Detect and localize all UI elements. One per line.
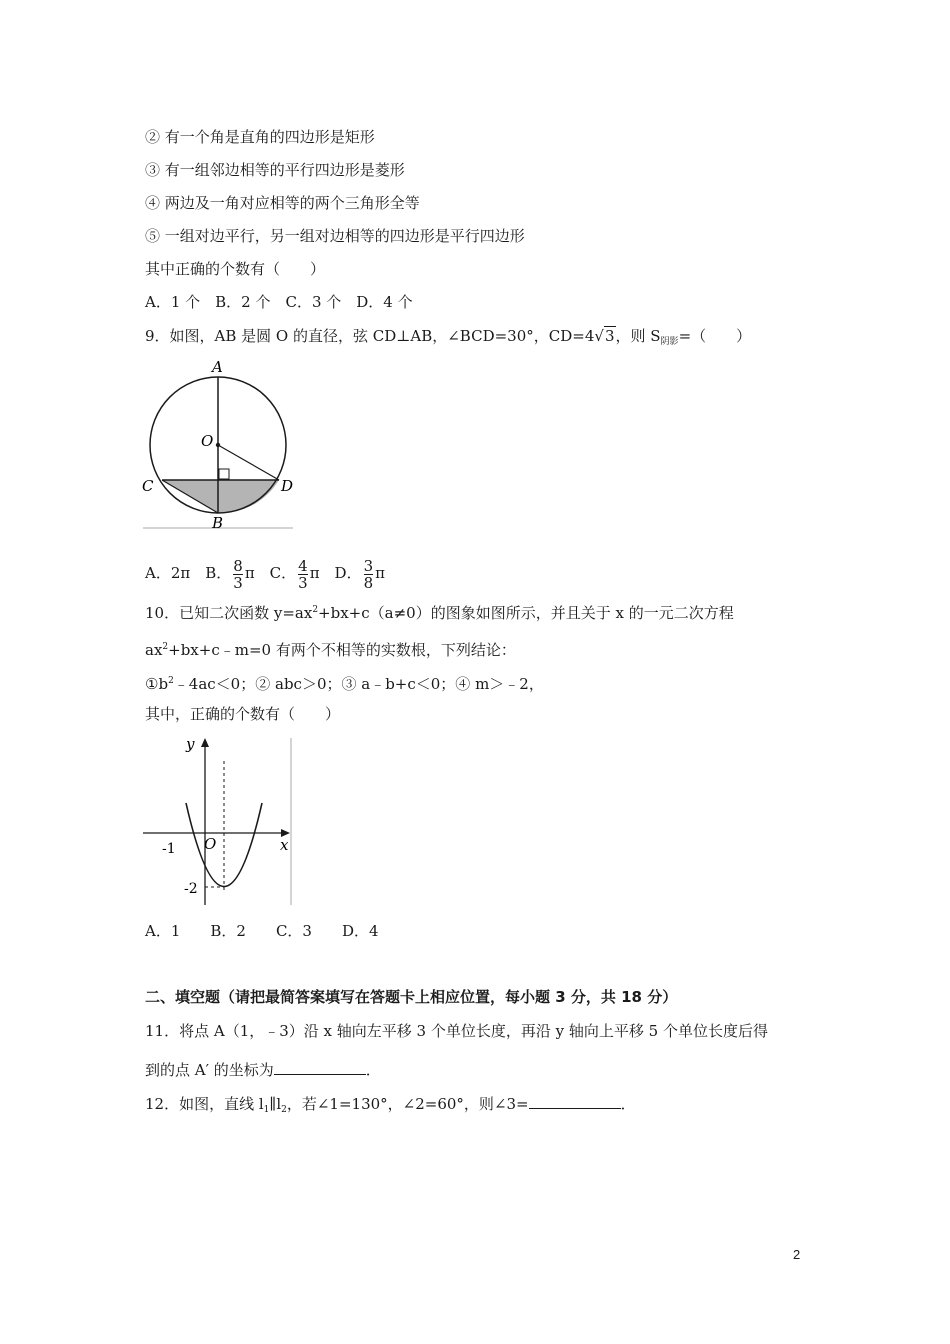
fraction-numerator: 3 — [363, 556, 374, 575]
label-a: A — [212, 358, 223, 376]
q9-opt-b-tail: π C． — [244, 564, 297, 582]
question-11-line-1: 11．将点 A（1，﹣3）沿 x 轴向左平移 3 个单位长度，再沿 y 轴向上平移 5 个单位长度后得 — [145, 1022, 768, 1040]
question-8-options: A．1 个 B．2 个 C．3 个 D．4 个 — [145, 293, 413, 311]
fraction-3-8 — [364, 558, 374, 591]
q10-l1-a: 10．已知二次函数 y=ax — [145, 604, 313, 622]
q10-l3-b: ﹣4ac＜0；② abc＞0；③ a﹣b+c＜0；④ m＞﹣2， — [173, 675, 544, 693]
q10-l2-sup: 2 — [162, 642, 169, 652]
label-neg1: -1 — [162, 841, 176, 857]
question-10-options: A．1 B．2 C．3 D．4 — [145, 922, 379, 940]
parabola-figure — [140, 733, 300, 911]
question-11-line-2 — [145, 1058, 381, 1080]
fraction-numerator: 4 — [298, 556, 308, 575]
q9-stem-c: =（ ） — [678, 327, 752, 345]
fraction-denominator: 3 — [233, 573, 243, 592]
label-c: C — [142, 477, 154, 495]
label-neg2: -2 — [184, 881, 198, 897]
question-9-stem — [145, 326, 751, 352]
q12-c: ，若∠1=130°，∠2=60°，则∠3= — [286, 1095, 529, 1113]
answer-blank[interactable] — [274, 1058, 366, 1075]
statement-5: ⑤ 一组对边平行，另一组对边相等的四边形是平行四边形 — [145, 227, 525, 245]
q9-stem-b: ，则 S — [615, 327, 661, 345]
q11-l2-b: ． — [365, 1061, 381, 1079]
statement-4: ④ 两边及一角对应相等的两个三角形全等 — [145, 194, 420, 212]
sqrt-symbol: √ — [594, 327, 604, 345]
q10-l2-b: +bx+c﹣m=0 有两个不相等的实数根，下列结论： — [168, 641, 516, 659]
label-y: y — [186, 735, 195, 753]
fraction-4-3 — [298, 558, 308, 591]
section-2-heading: 二、填空题（请把最简答案填写在答题卡上相应位置，每小题 3 分，共 18 分） — [145, 988, 678, 1006]
q11-l2-a: 到的点 A′ 的坐标为 — [145, 1061, 274, 1079]
statement-2: ② 有一个角是直角的四边形是矩形 — [145, 128, 375, 146]
q12-sub1: 1 — [263, 1105, 270, 1115]
q9-stem-a: 9．如图，AB 是圆 O 的直径，弦 CD⊥AB，∠BCD=30°，CD=4 — [145, 327, 595, 345]
question-10-line-4: 其中，正确的个数有（ ） — [145, 705, 341, 723]
q12-b: ∥l — [269, 1095, 282, 1113]
radius-od — [218, 445, 279, 480]
q9-opt-c-tail: π D． — [309, 564, 362, 582]
label-origin: O — [204, 835, 217, 853]
q9-stem-sub: 阴影 — [660, 337, 679, 347]
q12-d: ． — [620, 1095, 636, 1113]
q9-opt-a: A．2π B． — [145, 564, 232, 582]
fraction-denominator: 8 — [363, 573, 374, 592]
fraction-denominator: 3 — [298, 573, 308, 592]
sqrt-radicand: 3 — [604, 327, 615, 345]
label-o: O — [201, 432, 214, 450]
center-dot — [216, 443, 220, 447]
label-d: D — [281, 477, 294, 495]
question-8-ask: 其中正确的个数有（ ） — [145, 260, 326, 278]
y-axis-arrow — [201, 738, 209, 747]
page-number: 2 — [793, 1247, 801, 1262]
question-10-line-1 — [145, 600, 734, 623]
q10-l1-b: +bx+c（a≠0）的图象如图所示，并且关于 x 的一元二次方程 — [318, 604, 734, 622]
circle-figure — [140, 356, 300, 534]
question-12 — [145, 1092, 636, 1120]
q10-l3-sup: 2 — [168, 676, 174, 686]
question-10-line-3 — [145, 671, 544, 694]
q10-l1-sup: 2 — [312, 605, 319, 615]
answer-blank[interactable] — [529, 1092, 621, 1109]
label-x: x — [280, 836, 289, 854]
fraction-numerator: 8 — [233, 556, 243, 575]
fraction-8-3 — [233, 558, 243, 591]
q12-a: 12．如图，直线 l — [145, 1095, 264, 1113]
label-b: B — [212, 514, 224, 532]
statement-3: ③ 有一组邻边相等的平行四边形是菱形 — [145, 161, 405, 179]
q10-l3-a: ①b — [145, 675, 169, 693]
q12-sub2: 2 — [281, 1105, 287, 1115]
question-10-line-2 — [145, 637, 516, 660]
question-9-options — [145, 555, 385, 591]
q9-opt-d-tail: π — [375, 564, 385, 582]
right-angle-mark — [219, 469, 229, 479]
q10-l2-a: ax — [145, 641, 163, 659]
